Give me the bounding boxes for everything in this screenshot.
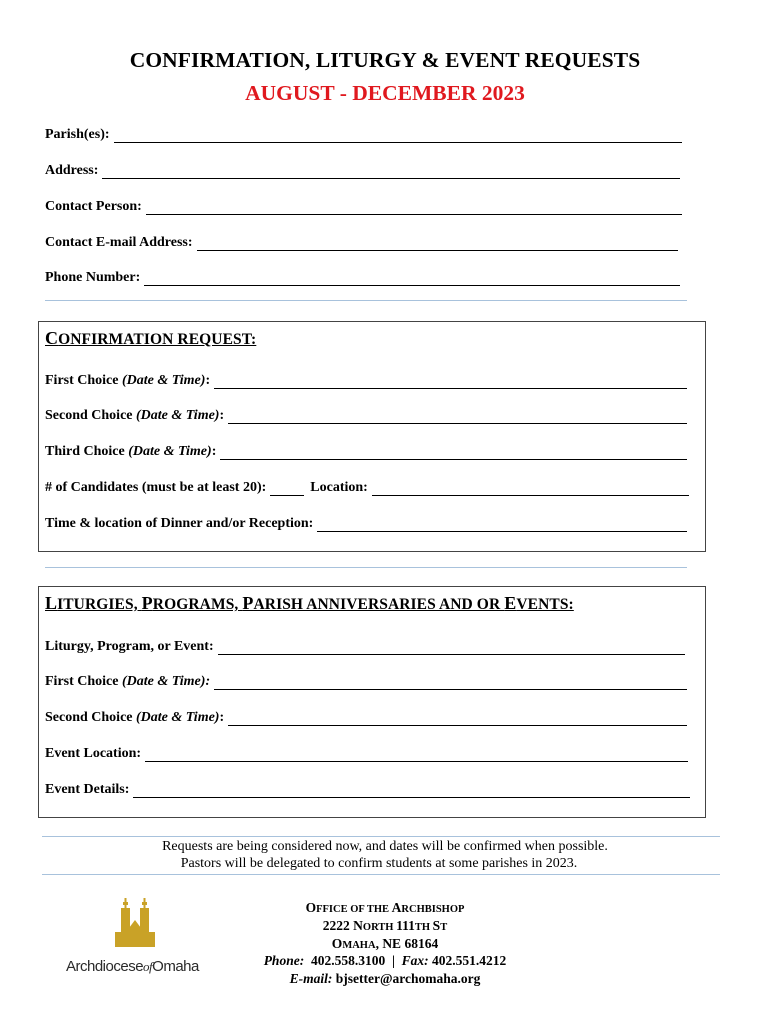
phone-fax: Phone: 402.558.3100 | Fax: 402.551.4212: [263, 953, 507, 968]
event-first-choice-field[interactable]: [214, 676, 687, 690]
candidates-count-field[interactable]: [270, 482, 304, 496]
confirmation-heading: CONFIRMATION REQUEST:: [45, 328, 257, 348]
confirmation-first-choice-row: [45, 371, 687, 389]
divider: [42, 874, 720, 875]
note-line-2: Pastors will be delegated to confirm students at some parishes in 2023.: [180, 856, 578, 871]
event-details-row: [45, 780, 690, 798]
event-details-label: Event Details:: [45, 782, 130, 797]
contact-email-field[interactable]: [197, 237, 678, 251]
phone-label: Phone Number:: [45, 270, 141, 285]
logo-wordmark: ArchdioceseofOmaha: [66, 958, 199, 975]
confirmation-second-choice-field[interactable]: [228, 410, 687, 424]
liturgy-row: [45, 637, 685, 655]
contact-person-row: [45, 197, 682, 215]
event-first-choice-row: [45, 672, 687, 690]
dinner-label: Time & location of Dinner and/or Reception:: [45, 516, 314, 531]
confirmation-first-choice-field[interactable]: [214, 375, 687, 389]
note-line-1: Requests are being considered now, and dates will be confirmed when possible.: [162, 839, 608, 854]
first-choice-label: First Choice (Date & Time):: [45, 373, 211, 388]
city-address: OMAHA, NE 68164: [331, 936, 439, 951]
liturgy-field[interactable]: [218, 641, 685, 655]
event-location-label: Event Location:: [45, 746, 142, 761]
address-field[interactable]: [102, 165, 680, 179]
page-title: CONFIRMATION, LITURGY & EVENT REQUESTS: [129, 48, 641, 72]
parish-row: [45, 125, 682, 143]
event-location-field[interactable]: [145, 748, 688, 762]
contact-email-label: Contact E-mail Address:: [45, 235, 193, 250]
divider: [42, 836, 720, 837]
contact-email-row: [45, 233, 678, 251]
candidates-row: [45, 478, 689, 496]
third-choice-label: Third Choice (Date & Time):: [45, 444, 217, 459]
event-first-choice-label: First Choice (Date & Time):: [45, 674, 211, 689]
footer-email: E-mail: bjsetter@archomaha.org: [289, 971, 481, 986]
event-second-choice-field[interactable]: [228, 712, 687, 726]
contact-person-field[interactable]: [146, 201, 682, 215]
street-address: 2222 NORTH 111TH ST: [322, 918, 448, 933]
contact-person-label: Contact Person:: [45, 199, 142, 214]
dinner-field[interactable]: [317, 518, 687, 532]
liturgy-label: Liturgy, Program, or Event:: [45, 639, 214, 654]
event-location-row: [45, 744, 688, 762]
phone-row: [45, 268, 680, 286]
parish-field[interactable]: [114, 129, 682, 143]
events-heading: LITURGIES, PROGRAMS, PARISH ANNIVERSARIES AND OR EVENTS:: [45, 593, 574, 613]
address-label: Address:: [45, 163, 99, 178]
office-name: OFFICE OF THE ARCHBISHOP: [305, 900, 465, 915]
parish-label: Parish(es):: [45, 127, 110, 142]
divider: [45, 300, 687, 301]
location-label: Location:: [310, 480, 368, 495]
event-second-choice-label: Second Choice (Date & Time):: [45, 710, 225, 725]
event-second-choice-row: [45, 708, 687, 726]
confirmation-third-choice-row: [45, 442, 687, 460]
dinner-row: [45, 514, 687, 532]
candidates-label: # of Candidates (must be at least 20):: [45, 480, 267, 495]
phone-field[interactable]: [144, 272, 680, 286]
address-row: [45, 161, 680, 179]
page-subtitle: AUGUST - DECEMBER 2023: [245, 81, 525, 105]
event-details-field[interactable]: [133, 784, 690, 798]
second-choice-label: Second Choice (Date & Time):: [45, 408, 225, 423]
confirmation-location-field[interactable]: [372, 482, 689, 496]
confirmation-third-choice-field[interactable]: [220, 446, 687, 460]
divider: [45, 567, 687, 568]
confirmation-second-choice-row: [45, 406, 687, 424]
